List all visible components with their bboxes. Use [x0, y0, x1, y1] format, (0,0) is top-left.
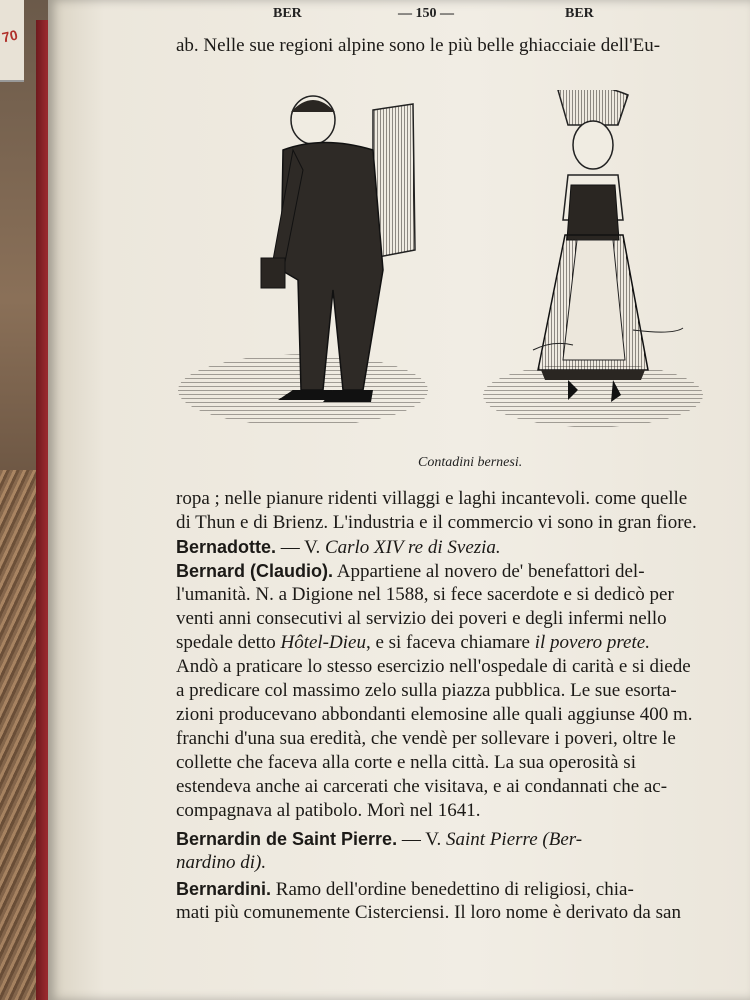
entry-headword: Bernadotte.: [176, 537, 277, 557]
text-line: compagnava al patibolo. Morì nel 1641.: [176, 800, 481, 821]
entry-text: — V.: [276, 537, 325, 558]
entry-headword: Bernard (Claudio).: [176, 561, 334, 581]
entry-bernard: [176, 559, 645, 584]
female-peasant-figure: [483, 90, 703, 427]
text-line: ab. Nelle sue regioni alpine sono le più belle ghiacciaie dell'Eu-: [176, 35, 661, 56]
book-page: [48, 0, 750, 1000]
figure-caption: Contadini bernesi.: [418, 455, 523, 470]
text-line: zioni producevano abbondanti elemosine alle quali aggiunse 400 m.: [176, 704, 693, 725]
page-number: — 150 —: [398, 6, 454, 21]
italic-term: Hôtel-Dieu: [280, 632, 366, 653]
entry-text: Appartiene al novero de' benefattori del-: [333, 561, 645, 582]
cross-reference: Carlo XIV re di Svezia.: [324, 537, 501, 558]
entry-bernardini: [176, 877, 634, 902]
hair-in-frame: [0, 470, 40, 1000]
italic-term: il povero prete.: [534, 632, 650, 653]
entry-headword: Bernardini.: [176, 879, 272, 899]
background-book-label: 70: [0, 26, 20, 46]
text-line: mati più comunemente Cisterciensi. Il loro nome è derivato da san: [176, 902, 681, 923]
entry-text: Ramo dell'ordine benedettino di religiosi, chia-: [271, 879, 634, 900]
text-line: franchi d'una sua eredità, che vendè per sollevare i poveri, oltre le: [176, 728, 676, 749]
text-line: a predicare col massimo zelo sulla piazza pubblica. Le sue esorta-: [176, 680, 677, 701]
cross-reference: nardino di).: [176, 852, 267, 873]
text-line: venti anni consecutivi al servizio dei poveri e degli infermi nello: [176, 608, 667, 629]
text-span: spedale detto: [176, 632, 281, 653]
background-book: [0, 0, 24, 82]
header-left-guide-word: BER: [273, 6, 302, 21]
header-right-guide-word: BER: [565, 6, 594, 21]
entry-text: — V.: [397, 829, 447, 850]
cross-reference: Saint Pierre (Ber-: [446, 829, 583, 850]
entry-bernardin: [176, 827, 582, 852]
entry-bernadotte: [176, 535, 501, 560]
engraving-illustration: [173, 90, 703, 430]
text-line: Andò a praticare lo stesso esercizio nell'ospedale di carità e si diede: [176, 656, 691, 677]
male-peasant-figure: [178, 96, 428, 426]
text-line: ropa ; nelle pianure ridenti villaggi e laghi incantevoli. come quelle: [176, 488, 688, 509]
text-span: , e si faceva chiamare: [365, 632, 535, 653]
entry-headword: Bernardin de Saint Pierre.: [176, 829, 398, 849]
text-line: [176, 631, 650, 655]
running-head: [48, 4, 750, 26]
text-line: collette che faceva alla corte e nella città. La sua operosità si: [176, 752, 636, 773]
text-line: estendeva anche ai carcerati che visitava, e ai condannati che ac-: [176, 776, 668, 797]
text-line: di Thun e di Brienz. L'industria e il commercio vi sono in gran fiore.: [176, 512, 697, 533]
text-line: l'umanità. N. a Digione nel 1588, si fece sacerdote e si dedicò per: [176, 584, 674, 605]
